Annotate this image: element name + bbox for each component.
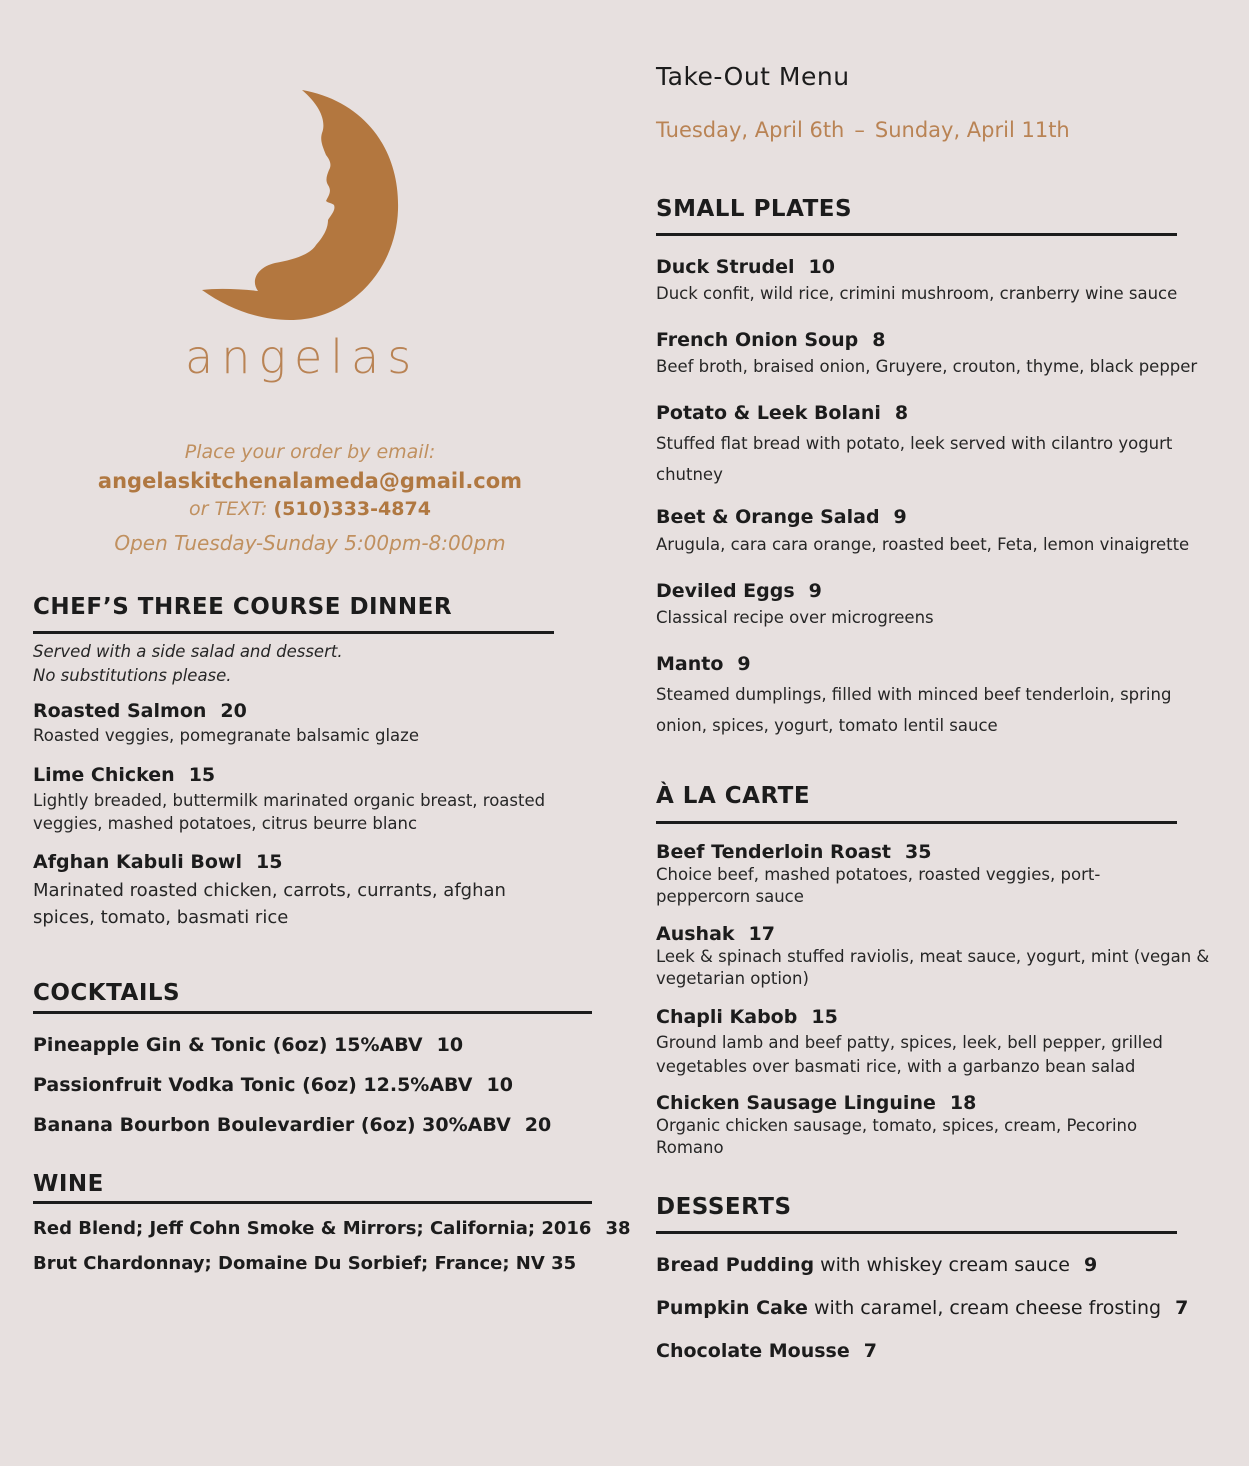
wine-item: Brut Chardonnay; Domaine Du Sorbief; France; NV 35 (33, 1253, 577, 1274)
text-line (0, 498, 620, 520)
divider (656, 1231, 1177, 1234)
menu-item-name: Potato & Leek Bolani 8 (656, 402, 909, 424)
chef-dinner-title: CHEF’S THREE COURSE DINNER (33, 594, 453, 620)
item-price: 7 (863, 1340, 877, 1362)
cocktail-item: Banana Bourbon Boulevardier (6oz) 30%ABV 20 (33, 1114, 552, 1136)
dessert-item: Bread Pudding with whiskey cream sauce 9 (656, 1254, 1098, 1276)
menu-item-name: Duck Strudel 10 (656, 256, 835, 278)
wine-item: Red Blend; Jeff Cohn Smoke & Mirrors; California; 2016 38 (33, 1218, 631, 1239)
menu-item-name: Beef Tenderloin Roast 35 (656, 841, 932, 863)
chef-note-1: Served with a side salad and dessert. (33, 642, 343, 661)
item-price: 15 (811, 1006, 838, 1028)
cocktail-item: Pineapple Gin & Tonic (6oz) 15%ABV 10 (33, 1034, 464, 1056)
menu-item-desc: Classical recipe over microgreens (656, 608, 934, 627)
menu-item-name: Lime Chicken 15 (33, 764, 216, 786)
menu-item-desc: Arugula, cara cara orange, roasted beet, Feta, lemon vinaigrette (656, 535, 1190, 554)
a-la-carte-title: À LA CARTE (656, 783, 811, 809)
chef-note-2: No substitutions please. (33, 666, 232, 685)
menu-item-name: Chicken Sausage Linguine 18 (656, 1092, 977, 1114)
text-prefix: or TEXT: (189, 498, 268, 520)
menu-item-name: French Onion Soup 8 (656, 329, 886, 351)
menu-item-desc: Organic chicken sausage, tomato, spices, cream, Pecorino Romano (656, 1116, 1138, 1157)
cocktails-title: COCKTAILS (33, 980, 181, 1006)
item-price: 15 (188, 764, 216, 786)
menu-item-desc: Choice beef, mashed potatoes, roasted veggies, port-peppercorn sauce (656, 865, 1101, 906)
menu-item-desc: Stuffed flat bread with potato, leek served with cilantro yogurt chutney (656, 434, 1173, 484)
item-price: 35 (904, 841, 932, 863)
menu-item-desc: Roasted veggies, pomegranate balsamic glaze (33, 726, 419, 745)
divider (33, 1011, 592, 1014)
desserts-title: DESSERTS (656, 1194, 792, 1220)
phone-number[interactable]: (510)333-4874 (273, 498, 431, 520)
item-price: 38 (605, 1218, 631, 1239)
item-price: 9 (893, 506, 907, 528)
divider (33, 631, 554, 634)
menu-item-desc: Duck confit, wild rice, crimini mushroom, cranberry wine sauce (656, 284, 1178, 303)
divider (656, 821, 1177, 824)
small-plates-title: SMALL PLATES (656, 196, 853, 222)
item-price: 8 (894, 402, 909, 424)
dessert-item: Pumpkin Cake with caramel, cream cheese frosting 7 (656, 1297, 1189, 1319)
item-price: 17 (748, 923, 775, 945)
item-price: 8 (872, 329, 886, 351)
menu-dates: Tuesday, April 6th – Sunday, April 11th (656, 118, 1070, 142)
menu-item-name: Aushak 17 (656, 923, 775, 945)
item-price: 20 (220, 700, 247, 722)
item-price: 9 (737, 653, 751, 675)
wine-title: WINE (33, 1171, 104, 1197)
menu-item-name: Afghan Kabuli Bowl 15 (33, 851, 283, 873)
item-price: 10 (808, 256, 835, 278)
menu-item-desc: Beef broth, braised onion, Gruyere, crouton, thyme, black pepper (656, 357, 1198, 376)
divider (33, 1201, 592, 1204)
menu-item-name: Deviled Eggs 9 (656, 580, 822, 602)
opening-hours: Open Tuesday-Sunday 5:00pm-8:00pm (114, 531, 506, 555)
menu-item-name: Chapli Kabob 15 (656, 1006, 838, 1028)
order-email[interactable]: angelaskitchenalameda@gmail.com (97, 469, 523, 493)
menu-item-desc: Steamed dumplings, filled with minced beef tenderloin, spring onion, spices, yogurt, tomato lentil sauce (656, 685, 1172, 735)
divider (656, 233, 1177, 236)
item-price: 10 (436, 1034, 464, 1056)
menu-item-desc: Leek & spinach stuffed raviolis, meat sauce, yogurt, mint (vegan & vegetarian option) (656, 947, 1210, 988)
menu-item-name: Beet & Orange Salad 9 (656, 506, 907, 528)
menu-item-desc: Ground lamb and beef patty, spices, leek, bell pepper, grilled vegetables over basmati rice, with a garbanzo bean salad (656, 1033, 1163, 1076)
menu-item-name: Roasted Salmon 20 (33, 700, 247, 722)
menu-title: Take-Out Menu (656, 62, 850, 91)
item-price: 15 (255, 851, 283, 873)
menu-item-name: Manto 9 (656, 653, 751, 675)
item-price: 9 (1083, 1254, 1098, 1276)
brand-name: angelas (185, 330, 420, 384)
item-price: 7 (1175, 1297, 1189, 1319)
item-price: 18 (949, 1092, 977, 1114)
menu-item-desc: Lightly breaded, buttermilk marinated organic breast, roasted veggies, mashed potatoes, citrus beurre blanc (33, 791, 546, 833)
item-price: 20 (524, 1114, 552, 1136)
item-price: 35 (551, 1253, 577, 1274)
item-price: 10 (486, 1074, 513, 1096)
menu-item-desc: Marinated roasted chicken, carrots, currants, afghan spices, tomato, basmati rice (33, 880, 506, 928)
dessert-item: Chocolate Mousse 7 (656, 1340, 877, 1362)
cocktail-item: Passionfruit Vodka Tonic (6oz) 12.5%ABV 10 (33, 1074, 513, 1096)
item-price: 9 (808, 580, 822, 602)
order-instruction: Place your order by email: (184, 441, 436, 463)
